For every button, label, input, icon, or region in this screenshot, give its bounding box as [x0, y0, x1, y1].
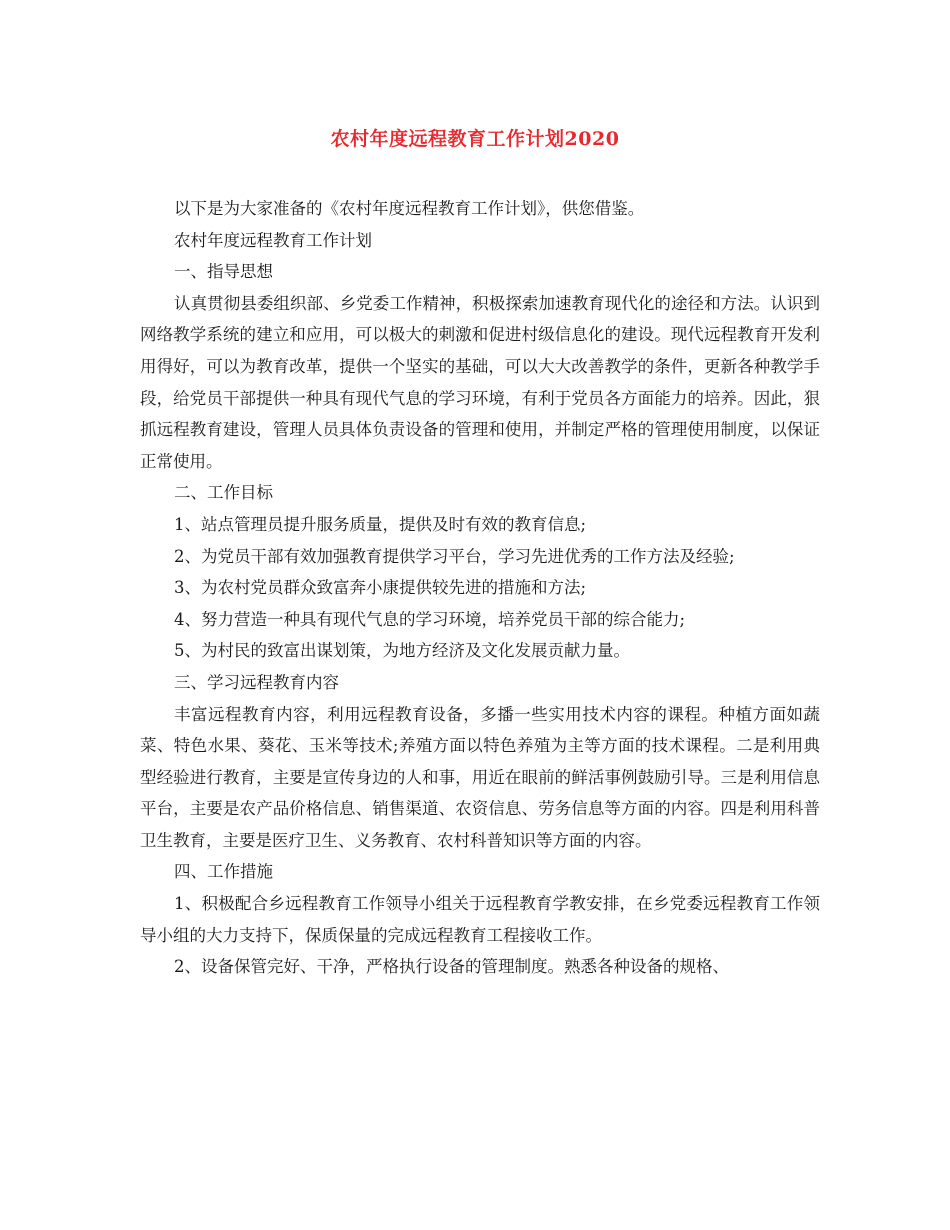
document-body	[140, 193, 820, 983]
content-paragraph: 丰富远程教育内容，利用远程教育设备，多播一些实用技术内容的课程。种植方面如蔬菜、特色水果、葵花、玉米等技术;养殖方面以特色养殖为主等方面的技术课程。二是利用典型经验进行教育，主要是宣传身边的人和事，用近在眼前的鲜活事例鼓励引导。三是利用信息平台，主要是农产品价格信息、销售渠道、农资信息、劳务信息等方面的内容。四是利用科普卫生教育，主要是医疗卫生、义务教育、农村科普知识等方面的内容。	[140, 704, 820, 850]
subtitle-paragraph: 农村年度远程教育工作计划	[174, 230, 372, 250]
intro-paragraph: 以下是为大家准备的《农村年度远程教育工作计划》，供您借鉴。	[174, 199, 645, 218]
measure-item-1: 1、积极配合乡远程教育工作领导小组关于远程教育学教安排，在乡党委远程教育工作领导小组的大力支持下，保质保量的完成远程教育工程接收工作。	[140, 894, 820, 945]
goal-item-3: 3、为农村党员群众致富奔小康提供较先进的措施和方法;	[174, 578, 587, 598]
section-heading-1: 一、指导思想	[174, 262, 273, 282]
guiding-thought-paragraph: 认真贯彻县委组织部、乡党委工作精神，积极探索加速教育现代化的途径和方法。认识到网络教学系统的建立和应用，可以极大的刺激和促进村级信息化的建设。现代远程教育开发利用得好，可以为教育改革，提供一个坚实的基础，可以大大改善教学的条件，更新各种教学手段，给党员干部提供一种具有现代气息的学习环境，有利于党员各方面能力的培养。因此，狠抓远程教育建设，管理人员具体负责设备的管理和使用，并制定严格的管理使用制度，以保证正常使用。	[140, 293, 820, 471]
goal-item-5: 5、为村民的致富出谋划策，为地方经济及文化发展贡献力量。	[174, 641, 630, 661]
measure-item-2: 2、设备保管完好、干净，严格执行设备的管理制度。熟悉各种设备的规格、	[174, 957, 729, 977]
section-heading-2: 二、工作目标	[174, 483, 273, 503]
document-title: 农村年度远程教育工作计划2020	[330, 128, 620, 150]
goal-item-4: 4、努力营造一种具有现代气息的学习环境，培养党员干部的综合能力;	[174, 609, 686, 629]
goal-item-1: 1、站点管理员提升服务质量，提供及时有效的教育信息;	[174, 514, 587, 534]
section-heading-4: 四、工作措施	[174, 862, 273, 882]
section-heading-3: 三、学习远程教育内容	[174, 672, 339, 692]
goal-item-2: 2、为党员干部有效加强教育提供学习平台，学习先进优秀的工作方法及经验;	[174, 546, 735, 566]
